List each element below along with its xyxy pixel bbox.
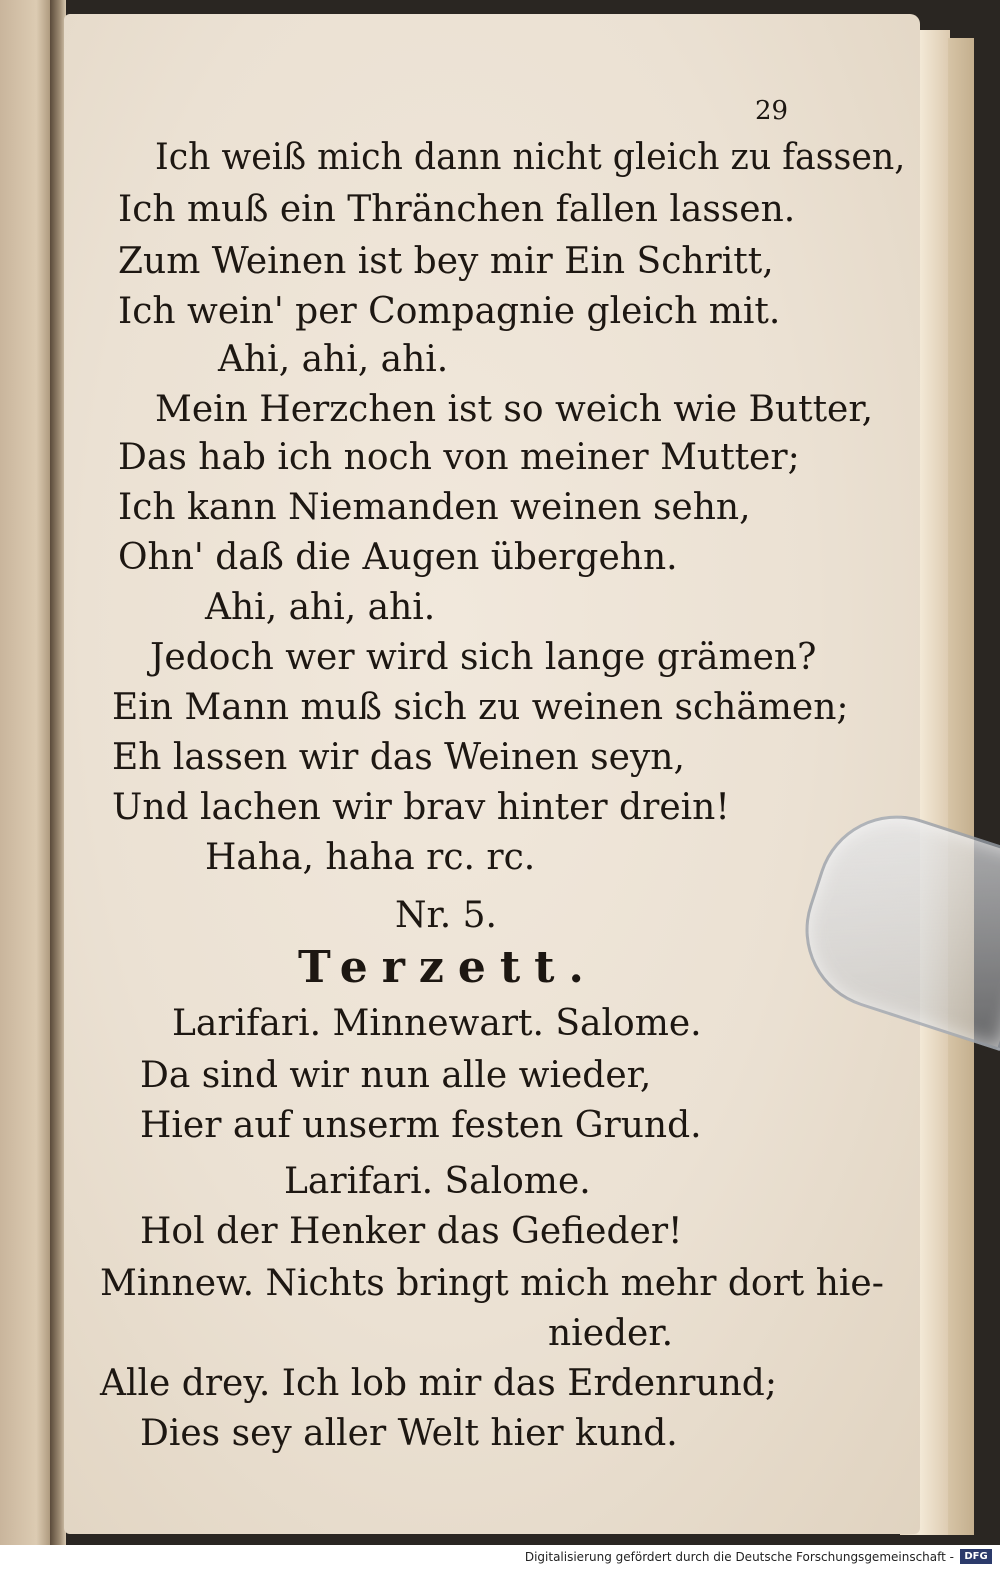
verse-line: Ich kann Niemanden weinen sehn, bbox=[118, 487, 751, 528]
verse-line: Dies sey aller Welt hier kund. bbox=[140, 1413, 678, 1454]
verse-line: Zum Weinen ist bey mir Ein Schritt, bbox=[118, 241, 774, 282]
footer-credit: Digitalisierung gefördert durch die Deutsche Forschungsgemeinschaft - bbox=[524, 1550, 954, 1564]
verse-line: Hier auf unserm festen Grund. bbox=[140, 1105, 702, 1146]
refrain-line: Haha, haha rc. rc. bbox=[205, 837, 536, 878]
number-heading: Nr. 5. bbox=[395, 895, 497, 936]
refrain-line: Ahi, ahi, ahi. bbox=[205, 587, 436, 628]
verse-line: Ein Mann muß sich zu weinen schämen; bbox=[112, 687, 849, 728]
verse-line: Da sind wir nun alle wieder, bbox=[140, 1055, 652, 1096]
verse-line: Ich weiß mich dann nicht gleich zu fassen, bbox=[155, 137, 906, 178]
refrain-line: Ahi, ahi, ahi. bbox=[218, 339, 449, 380]
verse-line: Mein Herzchen ist so weich wie Butter, bbox=[155, 389, 874, 430]
character-names: Larifari. Minnewart. Salome. bbox=[172, 1003, 702, 1044]
character-names: Larifari. Salome. bbox=[284, 1161, 591, 1202]
dfg-logo: DFG bbox=[960, 1549, 992, 1564]
book-cover-edge bbox=[948, 38, 974, 1535]
verse-line: Minnew. Nichts bringt mich mehr dort hie- bbox=[100, 1263, 884, 1304]
verse-line-continuation: nieder. bbox=[548, 1313, 674, 1354]
verse-line: Ich wein' per Compagnie gleich mit. bbox=[118, 291, 781, 332]
verse-line: Ohn' daß die Augen übergehn. bbox=[118, 537, 678, 578]
verse-line: Alle drey. Ich lob mir das Erdenrund; bbox=[100, 1363, 777, 1404]
verse-line: Hol der Henker das Gefieder! bbox=[140, 1211, 683, 1252]
verse-line: Ich muß ein Thränchen fallen lassen. bbox=[118, 189, 796, 230]
page-number: 29 bbox=[755, 96, 789, 126]
left-page-edge bbox=[0, 0, 52, 1545]
verse-line: Jedoch wer wird sich lange grämen? bbox=[150, 637, 817, 678]
verse-line: Das hab ich noch von meiner Mutter; bbox=[118, 437, 800, 478]
verse-line: Und lachen wir brav hinter drein! bbox=[112, 787, 730, 828]
section-title: Terzett. bbox=[298, 942, 598, 993]
verse-line: Eh lassen wir das Weinen seyn, bbox=[112, 737, 685, 778]
